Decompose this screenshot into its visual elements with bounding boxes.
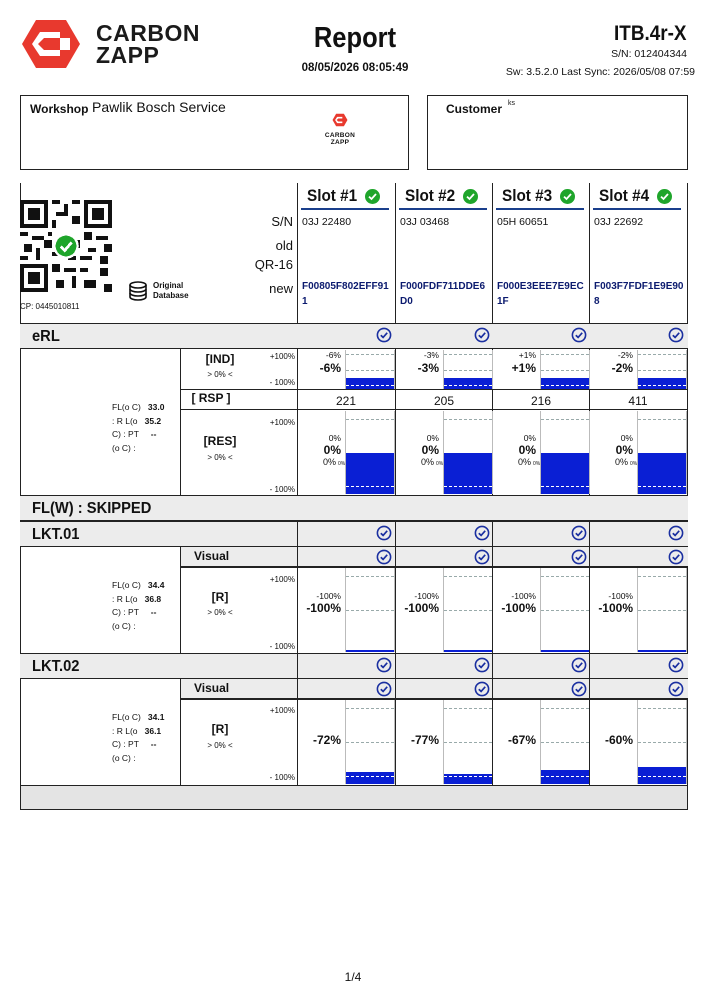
- ind-slot-2-gauge: [443, 350, 493, 389]
- slot-3-ok-icon: [560, 189, 575, 204]
- lkt02-r-bottom: - 100%: [269, 773, 295, 782]
- res-slot-1-value: 0%: [323, 443, 341, 457]
- res-bottom: - 100%: [269, 485, 295, 494]
- lkt02-slot-1-gauge: [345, 700, 395, 784]
- ind-label: [IND]: [205, 352, 235, 366]
- lkt01-slot-1-gauge-fill: [346, 650, 394, 652]
- slot-2-title: Slot #2: [405, 186, 456, 205]
- lkt01-section: [20, 521, 688, 547]
- lkt02-slot-3-check-icon: [571, 657, 587, 673]
- rsp-slot-2-value: 205: [433, 394, 455, 408]
- lkt02-slot-2-gauge: [443, 700, 493, 784]
- res-slot-1-gauge: [345, 411, 395, 494]
- small-logo-text: CARBON ZAPP: [324, 132, 356, 146]
- lkt01-slot-4-small: -100%: [608, 591, 633, 601]
- lkt01-slot-1-small: -100%: [316, 591, 341, 601]
- original-database-label: Original Database: [153, 281, 189, 300]
- workshop-value: Pawlik Bosch Service: [92, 99, 226, 115]
- small-logo-icon: [332, 113, 348, 127]
- device-serial: S/N: 012404344: [611, 48, 687, 60]
- lkt02-slot-2-check-icon: [474, 657, 490, 673]
- row-label-qr16: QR-16: [254, 257, 293, 272]
- lkt01-slot-4-gauge-fill: [638, 650, 686, 652]
- row-label-sn: S/N: [271, 214, 293, 229]
- ind-slot-1-small: -6%: [325, 350, 341, 360]
- bottom-band: [20, 785, 688, 810]
- customer-box: [427, 95, 688, 170]
- lkt02-temps: FL(o C) 34.1 : R L(o 36.1 C) : PT -- (o C) :: [112, 712, 165, 763]
- slot-1-sn: 03J 22480: [302, 216, 352, 228]
- lkt02-slot-4-gauge: [637, 700, 687, 784]
- res-top: +100%: [269, 418, 295, 427]
- lkt01-slot-3-gauge: [540, 568, 590, 652]
- slot-2-underline: [399, 208, 487, 210]
- ind-slot-2-value: -3%: [417, 361, 439, 375]
- brand-name: CARBON ZAPP: [96, 20, 200, 68]
- carbonzapp-logo-icon: [20, 18, 82, 70]
- slot-1-title: Slot #1: [307, 186, 358, 205]
- res-slot-1-gauge-fill: [346, 453, 394, 495]
- cp-number: CP: 0445010811: [20, 302, 80, 311]
- lkt01-r-sub: > 0% <: [207, 608, 233, 617]
- lkt02-slot-3-gauge-fill: [541, 770, 589, 784]
- ind-slot-1-value: -6%: [319, 361, 341, 375]
- ind-slot-4-gauge: [637, 350, 687, 389]
- ind-slot-4-value: -2%: [611, 361, 633, 375]
- lkt02-visual-slot-1-check-icon: [376, 681, 392, 697]
- ind-slot-2-gauge-fill: [444, 378, 492, 389]
- erl-section: [20, 323, 688, 349]
- res-slot-2-gauge: [443, 411, 493, 494]
- lkt01-slot-2-value: -100%: [404, 601, 439, 615]
- lkt02-slot-1-gauge-fill: [346, 772, 394, 784]
- lkt01-slot-4-gauge: [637, 568, 687, 652]
- res-slot-3-tiny: 0%: [533, 461, 541, 467]
- lkt01-title: LKT.01: [32, 526, 80, 543]
- erl-temps: FL(o C) 33.0 : R L(o 35.2 C) : PT -- (o C) :: [112, 402, 165, 453]
- software-version: Sw: 3.5.2.0 Last Sync: 2026/05/08 07:59: [505, 66, 695, 78]
- lkt01-slot-2-check-icon: [474, 525, 490, 541]
- res-slot-2-small: 0%: [426, 433, 439, 443]
- lkt02-visual-row: [180, 679, 688, 699]
- lkt01-slot-4-check-icon: [668, 525, 684, 541]
- page-number: 1/4: [344, 970, 362, 984]
- lkt01-slot-2-gauge: [443, 568, 493, 652]
- lkt01-visual-slot-4-check-icon: [668, 549, 684, 565]
- ind-slot-4-small: -2%: [617, 350, 633, 360]
- device-model: ITB.4r-X: [614, 22, 687, 45]
- lkt02-r-label: [R]: [211, 722, 229, 736]
- res-slot-1-under: 0%: [323, 457, 337, 467]
- slot-3-qr-new: F000E3EEE7E9EC1F: [497, 281, 584, 307]
- lkt02-title: LKT.02: [32, 658, 80, 675]
- lkt01-visual-row: [180, 547, 688, 567]
- erl-title: eRL: [32, 328, 60, 345]
- lkt02-r-top: +100%: [269, 706, 295, 715]
- qr-code-icon: [20, 200, 112, 292]
- slot-1-underline: [301, 208, 389, 210]
- lkt02-visual-slot-3-check-icon: [571, 681, 587, 697]
- ind-slot-3-small: +1%: [518, 350, 536, 360]
- lkt01-slot-1-check-icon: [376, 525, 392, 541]
- slot-1-qr-new: F00805F802EFF911: [302, 281, 389, 307]
- lkt02-section: [20, 653, 688, 679]
- slot-4-ok-icon: [657, 189, 672, 204]
- ind-bottom: - 100%: [269, 378, 295, 387]
- lkt01-slot-3-check-icon: [571, 525, 587, 541]
- slot-3-sn: 05H 60651: [497, 216, 549, 228]
- ind-slot-3-value: +1%: [511, 361, 536, 375]
- lkt01-r-top: +100%: [269, 575, 295, 584]
- res-slot-4-gauge-fill: [638, 453, 686, 495]
- lkt01-slot-2-small: -100%: [414, 591, 439, 601]
- slot-4-title: Slot #4: [599, 186, 650, 205]
- lkt02-visual-slot-4-check-icon: [668, 681, 684, 697]
- res-slot-3-gauge: [540, 411, 590, 494]
- lkt01-slot-2-gauge-fill: [444, 650, 492, 652]
- lkt02-visual-slot-2-check-icon: [474, 681, 490, 697]
- erl-slot-1-check-icon: [376, 327, 392, 343]
- ind-slot-1-gauge: [345, 350, 395, 389]
- res-slot-4-value: 0%: [615, 443, 633, 457]
- lkt02-r-sub: > 0% <: [207, 741, 233, 750]
- lkt02-slot-2-value: -77%: [410, 733, 439, 747]
- slot-1-ok-icon: [365, 189, 380, 204]
- slot-2-ok-icon: [463, 189, 478, 204]
- lkt01-visual-slot-1-check-icon: [376, 549, 392, 565]
- row-label-old: old: [275, 238, 293, 253]
- lkt02-slot-1-value: -72%: [312, 733, 341, 747]
- slot-2-qr-new: F000FDF711DDE6D0: [400, 281, 486, 307]
- lkt02-slot-3-value: -67%: [507, 733, 536, 747]
- res-slot-3-gauge-fill: [541, 453, 589, 495]
- res-slot-2-gauge-fill: [444, 453, 492, 495]
- row-label-new: new: [269, 281, 293, 296]
- res-slot-2-value: 0%: [421, 443, 439, 457]
- erl-slot-3-check-icon: [571, 327, 587, 343]
- rsp-slot-1-value: 221: [335, 394, 357, 408]
- lkt01-slot-4-value: -100%: [598, 601, 633, 615]
- res-slot-1-tiny: 0%: [338, 461, 346, 467]
- report-title: Report: [313, 22, 397, 54]
- res-slot-3-value: 0%: [518, 443, 536, 457]
- rsp-label: [ RSP ]: [191, 391, 231, 405]
- res-label: [RES]: [203, 434, 237, 448]
- lkt02-slot-1-check-icon: [376, 657, 392, 673]
- rsp-slot-3-value: 216: [530, 394, 552, 408]
- slot-3-underline: [496, 208, 584, 210]
- ind-top: +100%: [269, 352, 295, 361]
- res-sub: > 0% <: [207, 453, 233, 462]
- lkt01-visual-label: Visual: [194, 549, 230, 563]
- erl-slot-2-check-icon: [474, 327, 490, 343]
- ind-sub: > 0% <: [207, 370, 233, 379]
- slot-2-sn: 03J 03468: [400, 216, 450, 228]
- customer-value: ks: [508, 100, 515, 107]
- database-icon: [128, 281, 148, 301]
- lkt01-slot-3-small: -100%: [511, 591, 536, 601]
- res-slot-4-small: 0%: [620, 433, 633, 443]
- workshop-label: Workshop: [30, 102, 89, 116]
- res-slot-3-small: 0%: [523, 433, 536, 443]
- lkt02-slot-3-gauge: [540, 700, 590, 784]
- flw-title: FL(W) : SKIPPED: [32, 500, 152, 517]
- lkt01-r-bottom: - 100%: [269, 642, 295, 651]
- res-slot-4-tiny: 0%: [630, 461, 638, 467]
- lkt01-slot-3-value: -100%: [501, 601, 536, 615]
- flw-section: [20, 495, 688, 521]
- res-slot-3-under: 0%: [518, 457, 532, 467]
- res-slot-2-under: 0%: [421, 457, 435, 467]
- slot-3-title: Slot #3: [502, 186, 553, 205]
- res-slot-2-tiny: 0%: [436, 461, 444, 467]
- lkt02-visual-label: Visual: [194, 681, 230, 695]
- workshop-logo: [318, 113, 362, 146]
- ind-slot-2-small: -3%: [423, 350, 439, 360]
- ind-slot-3-gauge: [540, 350, 590, 389]
- slot-4-sn: 03J 22692: [594, 216, 644, 228]
- res-slot-4-gauge: [637, 411, 687, 494]
- slot-4-underline: [593, 208, 681, 210]
- ind-slot-4-gauge-fill: [638, 378, 686, 389]
- lkt02-slot-4-value: -60%: [604, 733, 633, 747]
- res-slot-4-under: 0%: [615, 457, 629, 467]
- lkt02-slot-4-check-icon: [668, 657, 684, 673]
- ind-slot-3-gauge-fill: [541, 378, 589, 389]
- slot-4-qr-new: F003F7FDF1E9E908: [594, 281, 684, 307]
- lkt01-temps: FL(o C) 34.4 : R L(o 36.8 C) : PT -- (o C) :: [112, 580, 165, 631]
- res-slot-1-small: 0%: [328, 433, 341, 443]
- erl-slot-4-check-icon: [668, 327, 684, 343]
- rsp-slot-4-value: 411: [628, 394, 648, 408]
- lkt01-visual-slot-3-check-icon: [571, 549, 587, 565]
- lkt01-slot-1-value: -100%: [306, 601, 341, 615]
- customer-label: Customer: [446, 102, 503, 116]
- lkt01-r-label: [R]: [211, 590, 229, 604]
- lkt01-visual-slot-2-check-icon: [474, 549, 490, 565]
- ind-slot-1-gauge-fill: [346, 378, 394, 389]
- lkt01-slot-1-gauge: [345, 568, 395, 652]
- report-date: 08/05/2026 08:05:49: [301, 62, 409, 74]
- lkt01-slot-3-gauge-fill: [541, 650, 589, 652]
